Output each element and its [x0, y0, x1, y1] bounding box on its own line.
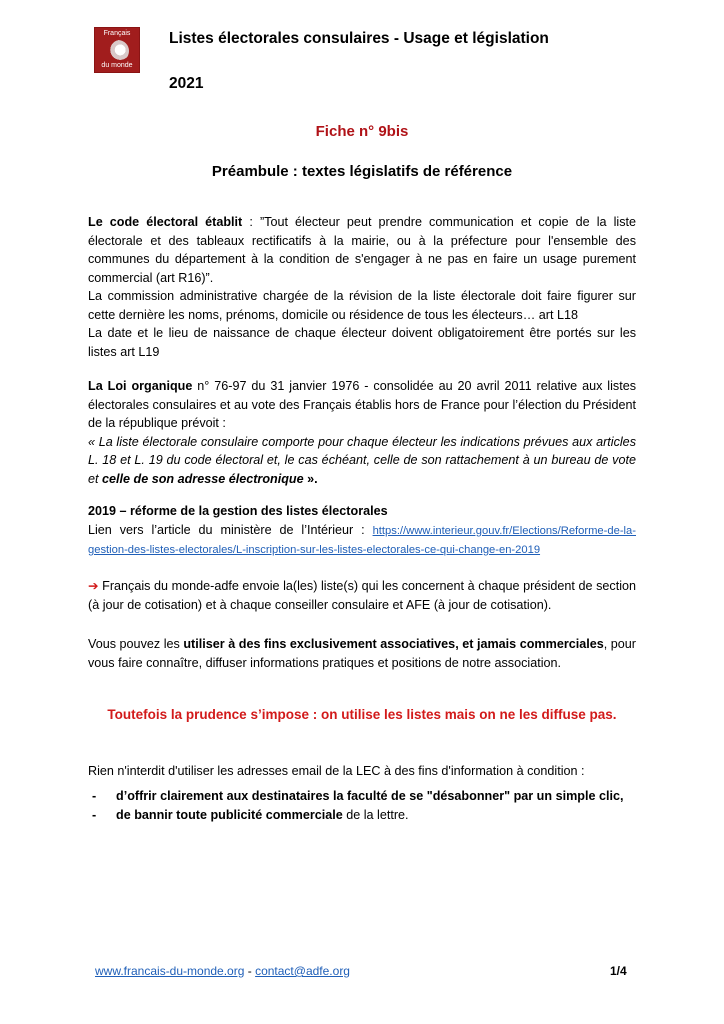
loi-organique-paragraph: [88, 377, 636, 488]
loi-organique-lead: La Loi organique: [88, 379, 193, 393]
quote-end: ».: [303, 471, 318, 486]
art-l18-text: La commission administrative chargée de la révision de la liste électorale doit faire figurer sur cette dernière les noms, prénoms, domicile ou résidence de tous les électeurs… art L18: [88, 289, 636, 322]
page-number: 1/4: [610, 964, 627, 978]
arrow-right-icon: ➔: [88, 579, 99, 593]
footer-separator: -: [244, 964, 256, 978]
quote-text: « La liste électorale consulaire comporte pour chaque électeur les indications prévues aux articles L. 18 et L. 19 du code électoral et, le cas échéant, celle de son rattachement à un bureau de vote et: [88, 434, 636, 486]
conditions-list: [88, 787, 636, 824]
globe-icon: [107, 40, 129, 62]
logo-text-top: Français: [103, 30, 131, 37]
condition-bold: de bannir toute publicité commerciale: [116, 807, 343, 822]
condition-item: [88, 806, 636, 825]
usage-bold: utiliser à des fins exclusivement associatives, et jamais commerciales: [183, 637, 604, 651]
usage-end: , pour vous faire connaître, diffuser informations pratiques et positions de notre association.: [88, 637, 636, 670]
website-link[interactable]: www.francais-du-monde.org: [95, 964, 245, 978]
page-footer: [95, 964, 350, 978]
condition-bold: d’offrir clairement aux destinataires la faculté de se "désabonner" par un simple clic,: [116, 789, 624, 803]
envoi-paragraph: [88, 577, 636, 614]
code-electoral-text: : ”Tout électeur peut prendre communication et copie de la liste électorale et des tableaux rectificatifs à la mairie, ou à la préfecture pour l'ensemble des communes du département à la condition de s'engager à ne pas en faire un usage purement commercial (art R16)”.: [88, 215, 637, 285]
envoi-text: Français du monde-adfe envoie la(les) liste(s) qui les concernent à chaque président de section (à jour de cotisation) et à chaque conseiller consulaire et AFE (à jour de cotisation).: [88, 579, 636, 612]
reforme-link-label: Lien vers l’article du ministère de l’Intérieur :: [88, 522, 373, 537]
loi-organique-text: n° 76-97 du 31 janvier 1976 - consolidée au 20 avril 2011 relative aux listes électorales consulaires et au vote des Français établis hors de France pour l’élection du Président de la république prévoit :: [88, 379, 637, 430]
usage-paragraph: [88, 635, 636, 672]
dash-bullet: -: [92, 807, 97, 822]
francais-du-monde-logo: [94, 27, 140, 73]
reforme-title: 2019 – réforme de la gestion des listes électorales: [88, 504, 388, 518]
quote-bold: celle de son adresse électronique: [102, 471, 304, 486]
email-link[interactable]: contact@adfe.org: [255, 964, 350, 978]
interieur-article-link[interactable]: https://www.interieur.gouv.fr/Elections/Reforme-de-la-gestion-des-listes-electorales/L-inscription-sur-les-listes-electorales-ce-qui-change-en-2019: [88, 524, 636, 556]
condition-rest: de la lettre.: [342, 807, 409, 822]
code-electoral-lead: Le code électoral établit: [88, 215, 243, 229]
usage-start: Vous pouvez les: [88, 637, 184, 651]
art-l19-text: La date et le lieu de naissance de chaque électeur doivent obligatoirement être portés sur les listes art L19: [88, 326, 636, 359]
document-header-title: Listes électorales consulaires - Usage et législation: [169, 30, 549, 47]
prudence-warning: Toutefois la prudence s’impose : on utilise les listes mais on ne les diffuse pas.: [107, 707, 617, 722]
logo-text-bottom: du monde: [101, 62, 133, 69]
condition-item: [88, 787, 636, 806]
section-title: Préambule : textes législatifs de référence: [211, 163, 513, 180]
dash-bullet: -: [92, 789, 97, 803]
reforme-paragraph: [88, 502, 636, 560]
fiche-number: Fiche n° 9bis: [315, 123, 409, 140]
document-header-year: 2021: [169, 75, 204, 92]
conditions-intro: Rien n'interdit d'utiliser les adresses email de la LEC à des fins d'information à condition :: [88, 764, 585, 778]
code-electoral-paragraph: [88, 213, 636, 361]
